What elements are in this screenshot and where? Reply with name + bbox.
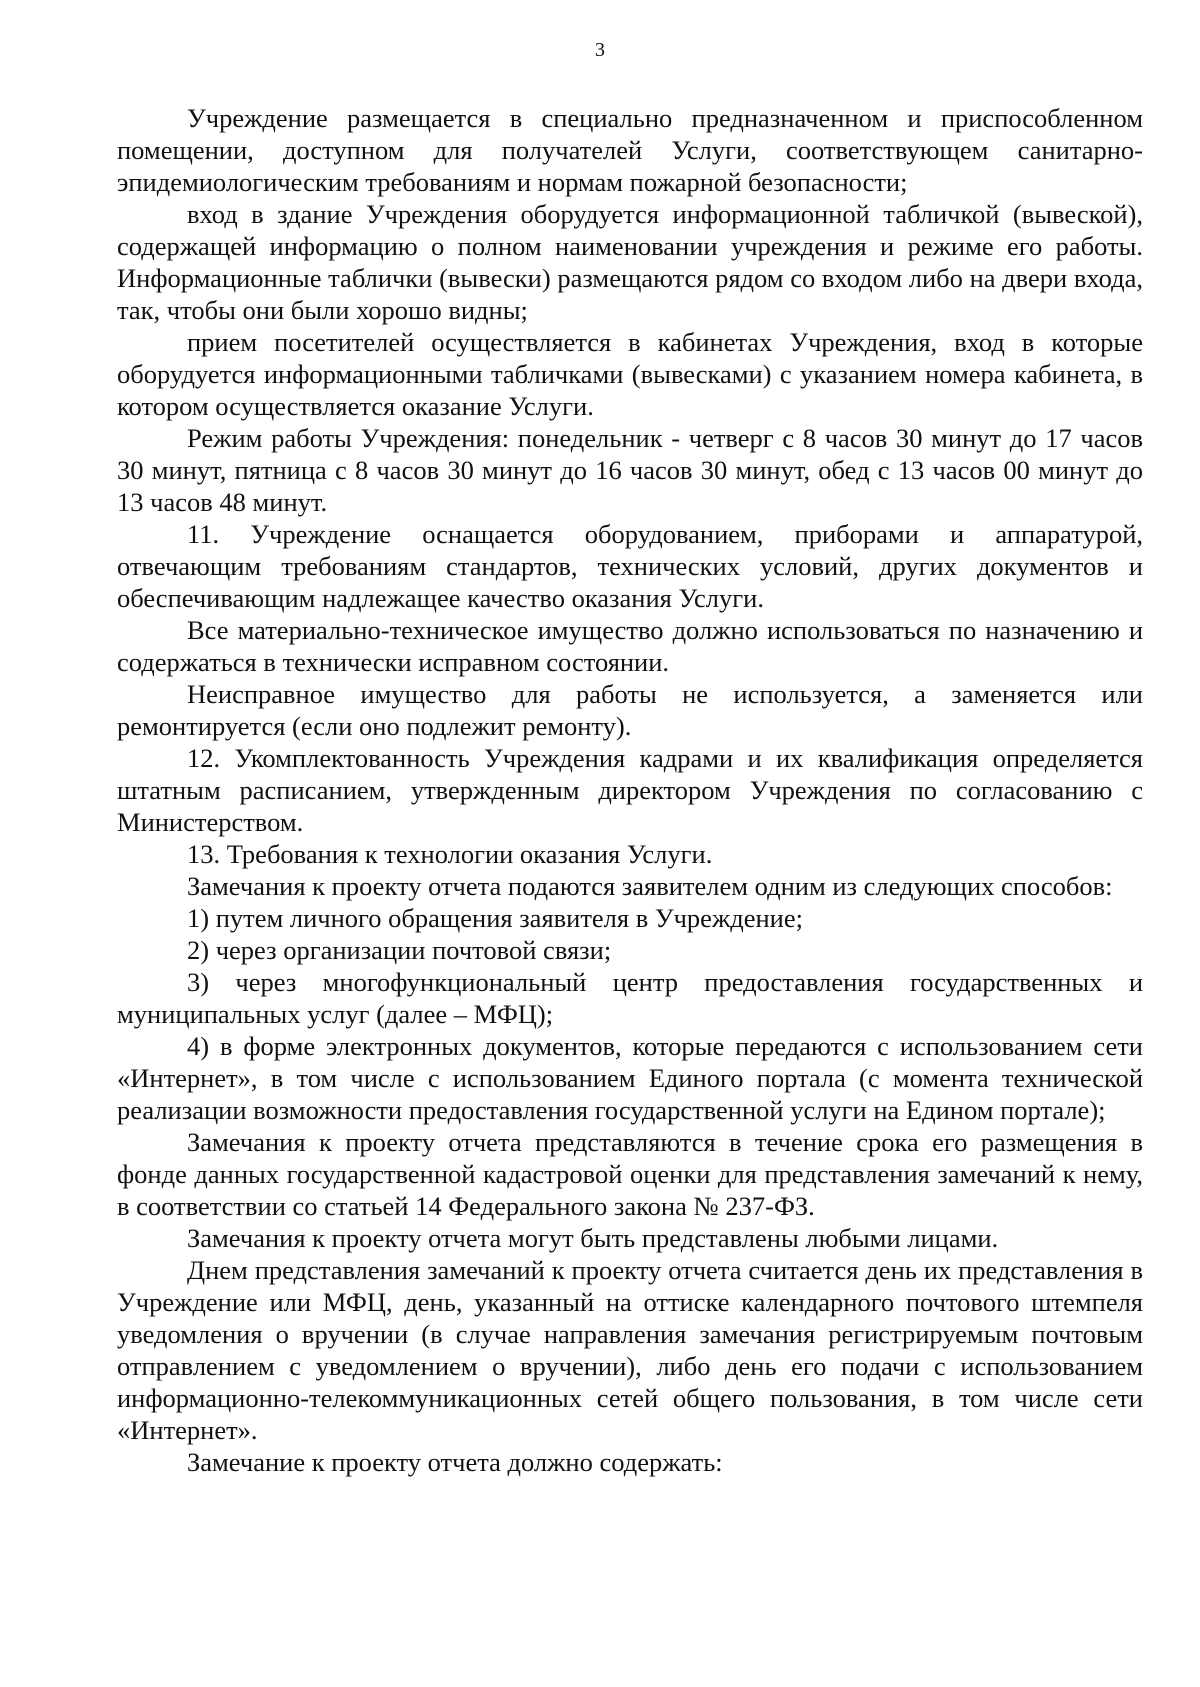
paragraph-faulty-property: Неисправное имущество для работы не используется, а заменяется или ремонтируется (если оно подлежит ремонту).: [117, 679, 1143, 741]
paragraph-item-12-staffing: 12. Укомплектованность Учреждения кадрами и их квалификация определяется штатным расписанием, утвержденным директором Учреждения по согласованию с Министерством.: [117, 743, 1143, 837]
list-item-4-electronic: 4) в форме электронных документов, которые передаются с использованием сети «Интернет», в том числе с использованием Единого портала (с момента технической реализации возможности предоставления государственной услуги на Едином портале);: [117, 1031, 1143, 1125]
paragraph-submission-period: Замечания к проекту отчета представляются в течение срока его размещения в фонде данных государственной кадастровой оценки для представления замечаний к нему, в соответствии со статьей 14 Федерального закона № 237-ФЗ.: [117, 1127, 1143, 1221]
paragraph-submission-methods: Замечания к проекту отчета подаются заявителем одним из следующих способов:: [187, 871, 1113, 901]
paragraph-any-persons: Замечания к проекту отчета могут быть представлены любыми лицами.: [187, 1223, 999, 1253]
paragraph-working-hours: Режим работы Учреждения: понедельник - четверг с 8 часов 30 минут до 17 часов 30 минут, пятница с 8 часов 30 минут до 16 часов 30 минут, обед с 13 часов 00 минут до 13 часов 48 минут.: [117, 423, 1143, 517]
paragraph-visitor-reception: прием посетителей осуществляется в кабинетах Учреждения, вход в которые оборудуется информационными табличками (вывесками) с указанием номера кабинета, в котором осуществляется оказание Услуги.: [117, 327, 1143, 421]
paragraph-submission-date: Днем представления замечаний к проекту отчета считается день их представления в Учреждение или МФЦ, день, указанный на оттиске календарного почтового штемпеля уведомления о вручении (в случае направления замечания регистрируемым почтовым отправлением с уведомлением о вручении), либо день его подачи с использованием информационно-телекоммуникационных сетей общего пользования, в том числе сети «Интернет».: [117, 1255, 1143, 1445]
document-body: [117, 102, 1143, 1478]
paragraph-property-use: Все материально-техническое имущество должно использоваться по назначению и содержаться в технически исправном состоянии.: [117, 615, 1143, 677]
paragraph-item-11-equipment: 11. Учреждение оснащается оборудованием, приборами и аппаратурой, отвечающим требованиям стандартов, технических условий, других документов и обеспечивающим надлежащее качество оказания Услуги.: [117, 519, 1143, 613]
paragraph-item-13-heading: 13. Требования к технологии оказания Услуги.: [187, 839, 713, 869]
paragraph-entrance-sign: вход в здание Учреждения оборудуется информационной табличкой (вывеской), содержащей информацию о полном наименовании учреждения и режиме его работы. Информационные таблички (вывески) размещаются рядом со входом либо на двери входа, так, чтобы они были хорошо видны;: [117, 199, 1143, 325]
page-number: 3: [595, 39, 605, 61]
list-item-1-in-person: 1) путем личного обращения заявителя в Учреждение;: [187, 903, 803, 933]
list-item-3-mfc: 3) через многофункциональный центр предоставления государственных и муниципальных услуг (далее – МФЦ);: [117, 967, 1143, 1029]
paragraph-premises: Учреждение размещается в специально предназначенном и приспособленном помещении, доступном для получателей Услуги, соответствующем санитарно-эпидемиологическим требованиям и нормам пожарной безопасности;: [117, 103, 1143, 197]
list-item-2-postal: 2) через организации почтовой связи;: [187, 935, 612, 965]
paragraph-content-requirements: Замечание к проекту отчета должно содержать:: [187, 1447, 723, 1477]
